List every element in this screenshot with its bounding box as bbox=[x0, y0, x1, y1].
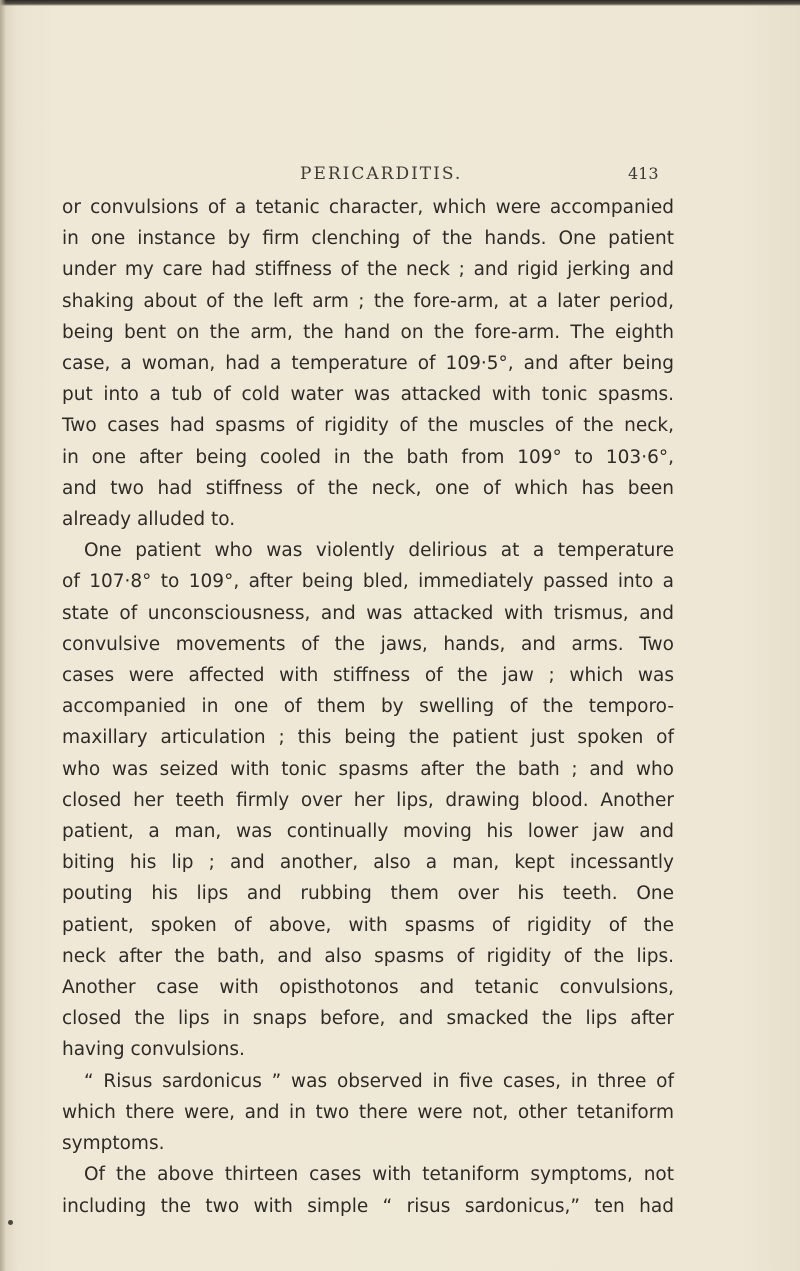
text-line: One patient who was violently delirious at a temperature bbox=[84, 540, 674, 562]
text-line: shaking about of the left arm ; the fore-arm, at a later period, bbox=[62, 290, 674, 312]
page-number: 413 bbox=[628, 164, 659, 183]
paragraph-4 bbox=[62, 1159, 674, 1221]
margin-mark bbox=[8, 1220, 13, 1225]
text-line: convulsive movements of the jaws, hands, and arms. Two bbox=[62, 633, 674, 655]
text-line: and two had stiffness of the neck, one of which has been bbox=[62, 477, 674, 499]
paragraph-1 bbox=[62, 192, 674, 535]
running-head: PERICARDITIS. bbox=[300, 164, 463, 184]
body-text bbox=[62, 192, 674, 1222]
text-line: closed the lips in snaps before, and smacked the lips after bbox=[62, 1008, 674, 1030]
paragraph-3 bbox=[62, 1066, 674, 1160]
text-line: being bent on the arm, the hand on the fore-arm. The eighth bbox=[62, 321, 674, 343]
text-line: “ Risus sardonicus ” was observed in five cases, in three of bbox=[84, 1070, 674, 1092]
text-line: closed her teeth firmly over her lips, drawing blood. Another bbox=[62, 789, 674, 811]
page-top-edge bbox=[0, 0, 800, 6]
text-line: biting his lip ; and another, also a man, kept incessantly bbox=[62, 852, 674, 874]
text-line: neck after the bath, and also spasms of rigidity of the lips. bbox=[62, 945, 674, 967]
text-line: state of unconsciousness, and was attacked with trismus, and bbox=[62, 602, 674, 624]
text-line: Two cases had spasms of rigidity of the muscles of the neck, bbox=[62, 415, 674, 437]
text-line: already alluded to. bbox=[62, 509, 236, 531]
page-header bbox=[0, 164, 800, 194]
text-line: put into a tub of cold water was attacked with tonic spasms. bbox=[62, 384, 674, 406]
text-line: patient, spoken of above, with spasms of rigidity of the bbox=[62, 914, 674, 936]
text-line: in one instance by firm clenching of the hands. One patient bbox=[62, 228, 674, 250]
text-line: symptoms. bbox=[62, 1133, 165, 1155]
text-line: Of the above thirteen cases with tetaniform symptoms, not bbox=[84, 1164, 674, 1186]
text-line: under my care had stiffness of the neck ; and rigid jerking and bbox=[62, 259, 674, 281]
text-line: patient, a man, was continually moving his lower jaw and bbox=[62, 821, 674, 843]
text-line: Another case with opisthotonos and tetanic convulsions, bbox=[62, 977, 674, 999]
text-line: including the two with simple “ risus sardonicus,” ten had bbox=[62, 1195, 674, 1217]
text-line: in one after being cooled in the bath from 109° to 103·6°, bbox=[62, 446, 674, 468]
text-line: of 107·8° to 109°, after being bled, immediately passed into a bbox=[62, 571, 674, 593]
text-line: having convulsions. bbox=[62, 1039, 245, 1061]
text-line: who was seized with tonic spasms after the bath ; and who bbox=[62, 758, 674, 780]
text-line: accompanied in one of them by swelling of the temporo- bbox=[62, 696, 674, 718]
text-line: case, a woman, had a temperature of 109·5°, and after being bbox=[62, 353, 674, 375]
text-line: pouting his lips and rubbing them over his teeth. One bbox=[62, 883, 674, 905]
text-line: which there were, and in two there were not, other tetaniform bbox=[62, 1101, 674, 1123]
paragraph-2 bbox=[62, 535, 674, 1065]
text-line: cases were affected with stiffness of the jaw ; which was bbox=[62, 665, 674, 687]
text-line: or convulsions of a tetanic character, which were accompanied bbox=[62, 197, 674, 218]
text-line: maxillary articulation ; this being the patient just spoken of bbox=[62, 727, 674, 749]
